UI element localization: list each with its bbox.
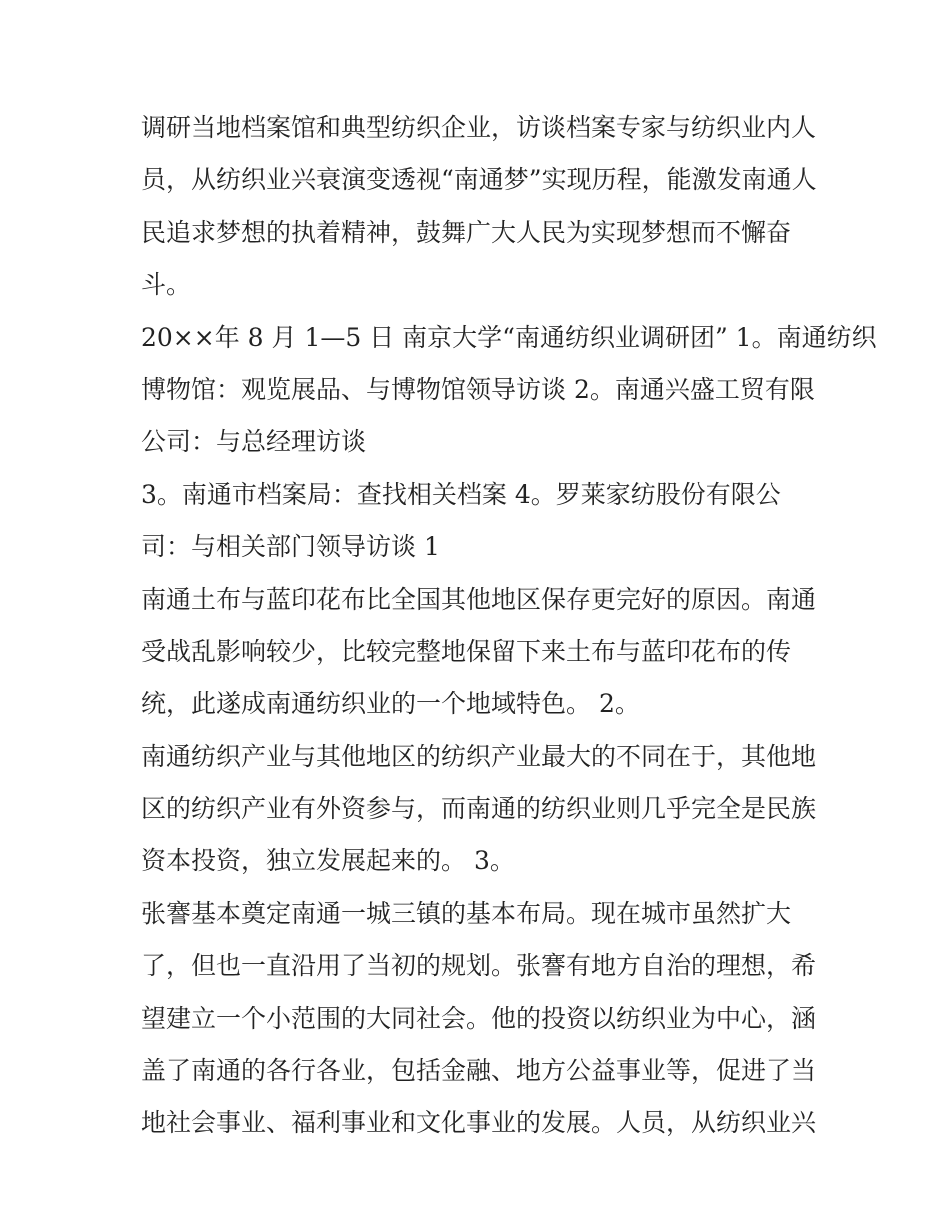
text-line: 3。南通市档案局：查找相关档案 4。罗莱家纺股份有限公 <box>141 479 781 509</box>
body-text <box>141 102 877 1150</box>
text-line: 资本投资，独立发展起来的。 3。 <box>141 846 515 876</box>
text-line: 公司：与总经理访谈 <box>141 427 367 457</box>
text-line: 20××年 8 月 1—5 日 南京大学“南通纺织业调研团” 1。南通纺织 <box>141 322 877 352</box>
text-line: 望建立一个小范围的大同社会。他的投资以纺织业为中心，涵 <box>141 1003 817 1033</box>
text-line: 博物馆：观览展品、与博物馆领导访谈 2。南通兴盛工贸有限 <box>141 374 815 404</box>
text-line: 斗。 <box>141 270 192 300</box>
text-line: 民追求梦想的执着精神，鼓舞广大人民为实现梦想而不懈奋 <box>141 217 792 247</box>
text-line: 区的纺织产业有外资参与，而南通的纺织业则几乎完全是民族 <box>141 794 817 824</box>
text-line: 了，但也一直沿用了当初的规划。张謇有地方自治的理想，希 <box>141 951 817 981</box>
text-line: 张謇基本奠定南通一城三镇的基本布局。现在城市虽然扩大 <box>141 898 792 928</box>
text-line: 司：与相关部门领导访谈 1 <box>141 532 440 562</box>
text-line: 调研当地档案馆和典型纺织企业，访谈档案专家与纺织业内人 <box>141 113 817 142</box>
text-line: 地社会事业、福利事业和文化事业的发展。人员，从纺织业兴 <box>141 1108 817 1138</box>
text-line: 南通纺织产业与其他地区的纺织产业最大的不同在于，其他地 <box>141 741 817 771</box>
text-line: 员，从纺织业兴衰演变透视“南通梦”实现历程，能激发南通人 <box>141 165 817 195</box>
text-line: 统，此遂成南通纺织业的一个地域特色。 2。 <box>141 689 640 719</box>
text-line: 盖了南通的各行各业，包括金融、地方公益事业等，促进了当 <box>141 1056 817 1086</box>
text-line: 南通土布与蓝印花布比全国其他地区保存更完好的原因。南通 <box>141 584 817 614</box>
text-line: 受战乱影响较少，比较完整地保留下来土布与蓝印花布的传 <box>141 636 792 666</box>
